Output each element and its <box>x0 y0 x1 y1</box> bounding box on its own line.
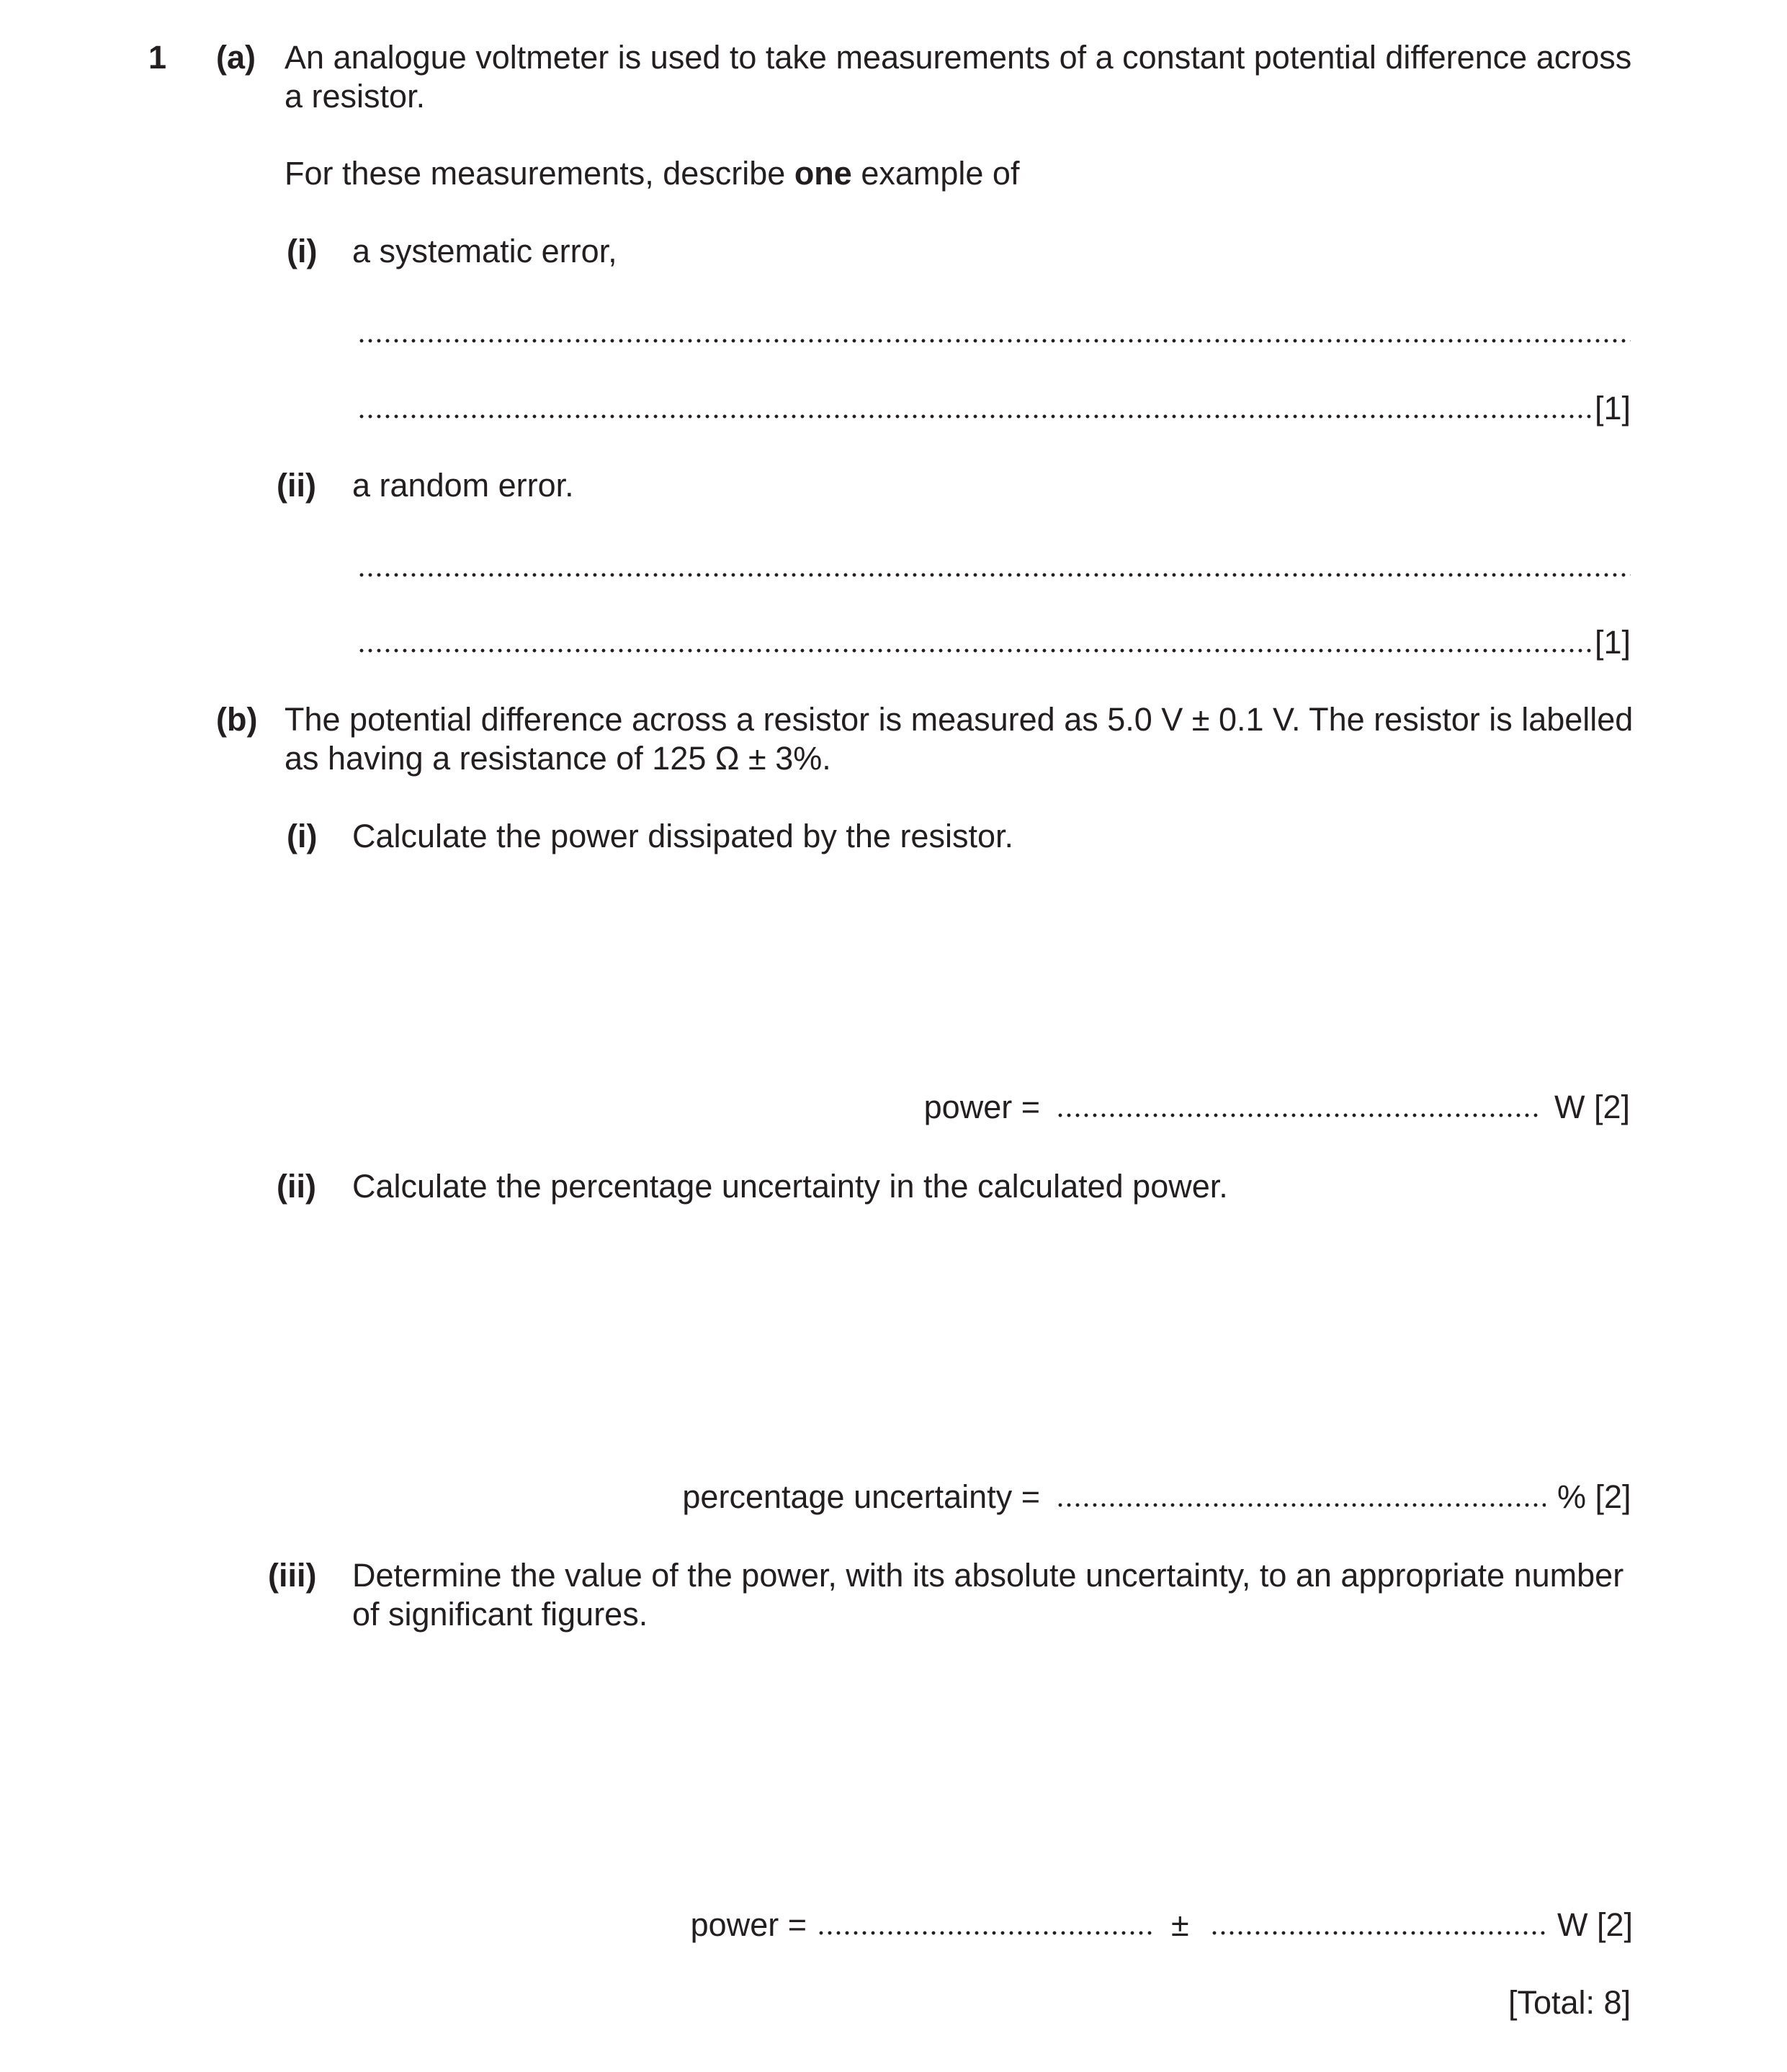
answer-line-b-iii-uncertainty[interactable] <box>1210 1931 1546 1935</box>
question-number: 1 <box>148 39 167 76</box>
part-b-i-text: Calculate the power dissipated by the resistor. <box>352 818 1013 854</box>
part-b-iii-label: (iii) <box>268 1557 317 1594</box>
answer-line-a-i-1[interactable] <box>357 339 1631 343</box>
answer-line-a-ii-1[interactable] <box>357 573 1631 577</box>
part-b-ii-text: Calculate the percentage uncertainty in the calculated power. <box>352 1168 1228 1205</box>
answer-suffix-b-iii: W [2] <box>1557 1906 1634 1943</box>
plus-minus-sign: ± <box>1171 1906 1189 1943</box>
answer-prefix-b-iii: power = <box>690 1906 807 1943</box>
part-b-stem-line2: as having a resistance of 125 Ω ± 3%. <box>285 740 831 777</box>
instruction-pre: For these measurements, describe <box>285 155 794 192</box>
total-marks: [Total: 8] <box>1508 1984 1631 2021</box>
answer-line-b-iii-value[interactable] <box>817 1931 1152 1935</box>
instruction-bold: one <box>794 155 852 192</box>
mark-a-ii: [1] <box>1595 624 1631 661</box>
part-b-ii-label: (ii) <box>277 1168 316 1205</box>
part-b-i-label: (i) <box>287 818 318 854</box>
part-b-label: (b) <box>216 701 258 738</box>
answer-prefix-b-i: power = <box>923 1089 1040 1125</box>
answer-line-b-ii[interactable] <box>1056 1503 1546 1507</box>
part-a-ii-label: (ii) <box>277 467 316 504</box>
part-b-stem-line1: The potential difference across a resistor is measured as 5.0 V ± 0.1 V. The resistor is labelled <box>285 701 1634 738</box>
part-a-instruction <box>285 154 1019 193</box>
part-b-iii-text-line2: of significant figures. <box>352 1596 648 1633</box>
part-a-i-label: (i) <box>287 233 318 269</box>
instruction-post: example of <box>851 155 1020 192</box>
answer-suffix-b-i: W [2] <box>1554 1089 1631 1125</box>
part-a-label: (a) <box>216 39 256 76</box>
mark-a-i: [1] <box>1595 390 1631 427</box>
part-b-iii-text-line1: Determine the value of the power, with its absolute uncertainty, to an appropriate number <box>352 1557 1624 1594</box>
part-a-stem-line2: a resistor. <box>285 78 426 115</box>
answer-line-b-i[interactable] <box>1056 1113 1539 1117</box>
answer-line-a-i-2[interactable] <box>357 414 1593 419</box>
part-a-ii-text: a random error. <box>352 467 574 504</box>
part-a-i-text: a systematic error, <box>352 233 617 269</box>
part-a-stem-line1: An analogue voltmeter is used to take measurements of a constant potential difference across <box>285 39 1632 76</box>
answer-line-a-ii-2[interactable] <box>357 648 1593 653</box>
answer-suffix-b-ii: % [2] <box>1557 1478 1631 1515</box>
answer-prefix-b-ii: percentage uncertainty = <box>682 1478 1040 1515</box>
